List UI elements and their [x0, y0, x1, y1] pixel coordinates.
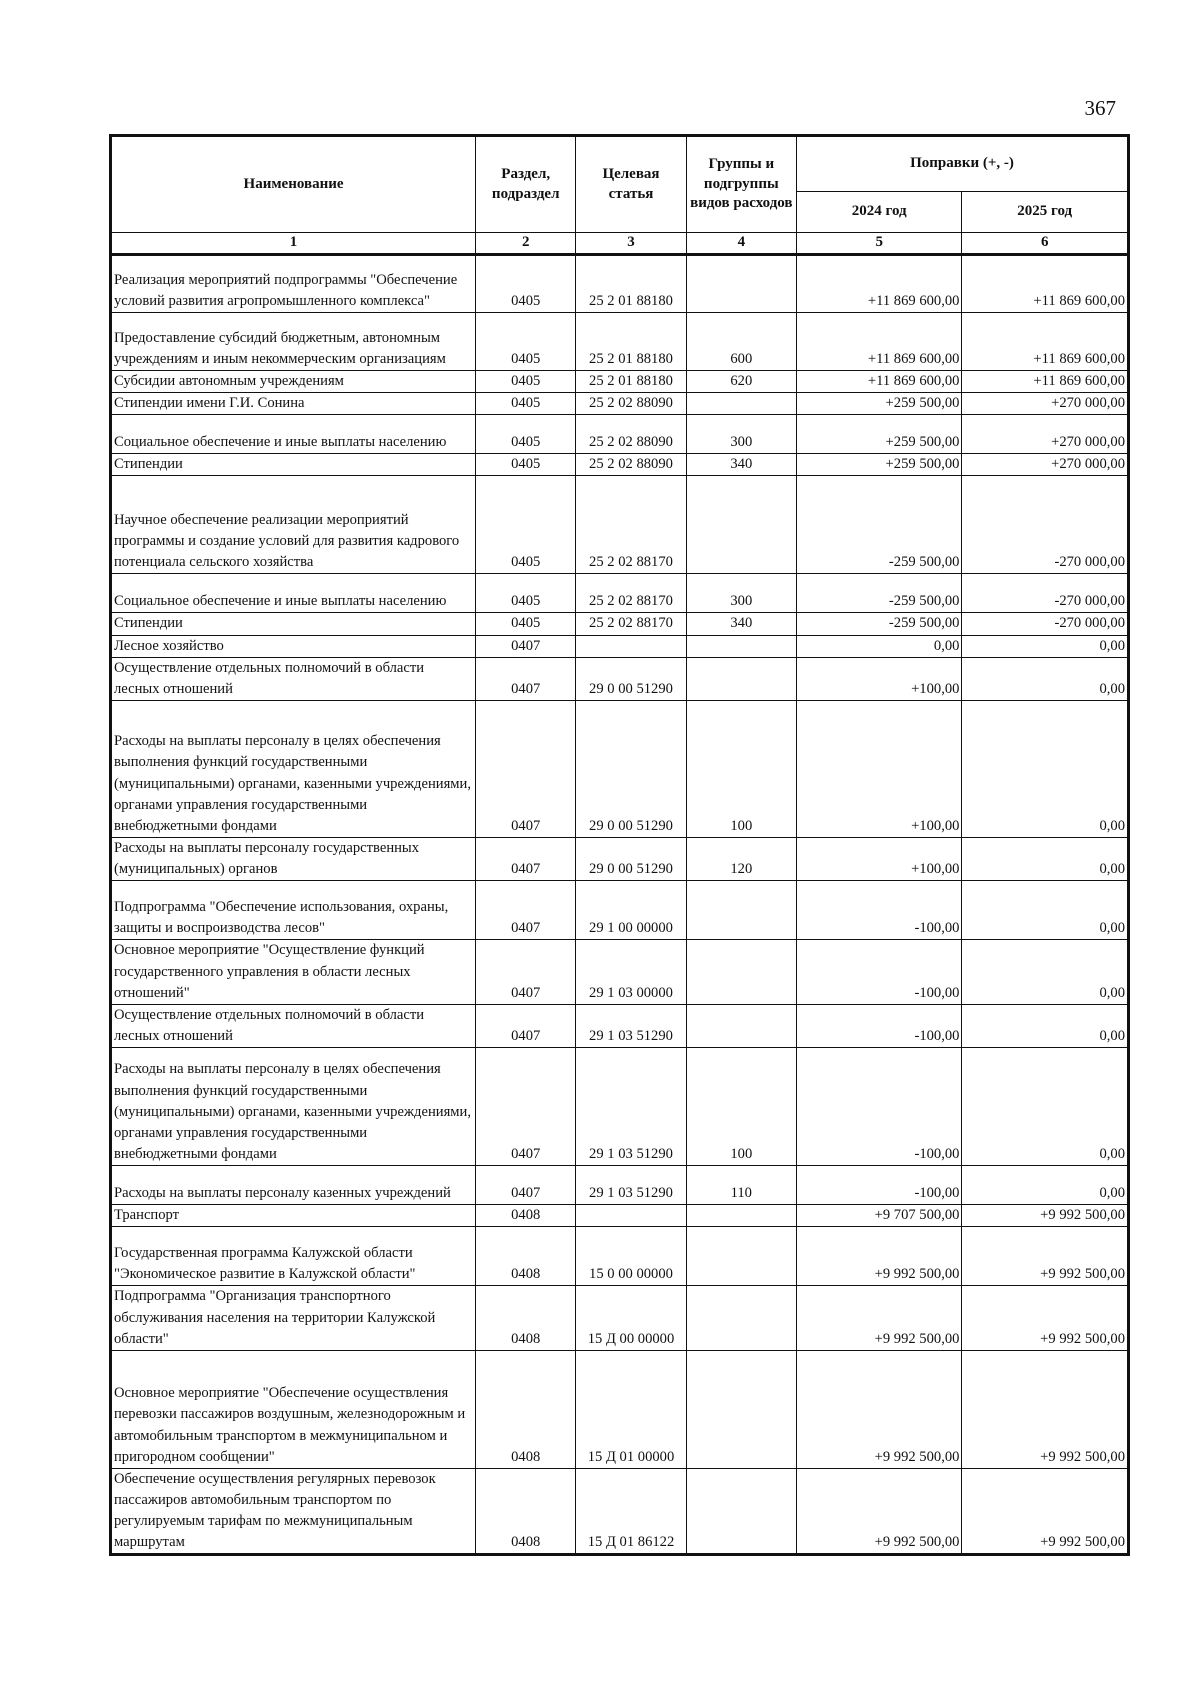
- group-cell: [686, 476, 796, 574]
- header-year-2025: 2025 год: [962, 192, 1129, 233]
- name-cell: Расходы на выплаты персоналу в целях обеспечения выполнения функций государственными (муниципальными) органами, казенными учреждениями, органами управления государственными внебюджетными фондами: [111, 701, 476, 838]
- amount-2024-cell: -100,00: [796, 1048, 961, 1166]
- amount-2024-cell: +9 992 500,00: [796, 1227, 961, 1286]
- target-cell: 29 1 03 00000: [576, 940, 686, 1004]
- amount-2024-cell: -100,00: [796, 1004, 961, 1047]
- section-cell: 0407: [476, 940, 576, 1004]
- table-row: [111, 574, 1129, 613]
- group-cell: 340: [686, 613, 796, 635]
- table-row: [111, 657, 1129, 700]
- name-cell: Подпрограмма "Обеспечение использования, охраны, защиты и воспроизводства лесов": [111, 881, 476, 940]
- group-cell: [686, 393, 796, 415]
- group-cell: [686, 255, 796, 313]
- section-cell: 0407: [476, 1004, 576, 1047]
- name-cell: Осуществление отдельных полномочий в области лесных отношений: [111, 657, 476, 700]
- table-row: [111, 415, 1129, 454]
- target-cell: 25 2 01 88180: [576, 371, 686, 393]
- group-cell: 120: [686, 838, 796, 881]
- amount-2025-cell: -270 000,00: [962, 574, 1129, 613]
- target-cell: 29 1 03 51290: [576, 1004, 686, 1047]
- header-section: Раздел, подраздел: [476, 136, 576, 233]
- amount-2024-cell: +259 500,00: [796, 415, 961, 454]
- amount-2025-cell: 0,00: [962, 881, 1129, 940]
- table-row: [111, 313, 1129, 371]
- amount-2024-cell: -259 500,00: [796, 476, 961, 574]
- target-cell: 29 1 03 51290: [576, 1166, 686, 1205]
- target-cell: 25 2 02 88090: [576, 393, 686, 415]
- name-cell: Основное мероприятие "Обеспечение осуществления перевозки пассажиров воздушным, железнодорожным и автомобильным транспортом в межмуниципальном и пригородном сообщении": [111, 1350, 476, 1468]
- target-cell: 25 2 02 88090: [576, 415, 686, 454]
- target-cell: 25 2 02 88090: [576, 454, 686, 476]
- name-cell: Стипендии: [111, 613, 476, 635]
- group-cell: 100: [686, 701, 796, 838]
- target-cell: 29 1 03 51290: [576, 1048, 686, 1166]
- table-row: [111, 393, 1129, 415]
- group-cell: 100: [686, 1048, 796, 1166]
- amount-2025-cell: -270 000,00: [962, 613, 1129, 635]
- table-row: [111, 371, 1129, 393]
- group-cell: [686, 1468, 796, 1555]
- table-row: [111, 838, 1129, 881]
- table-row: [111, 1286, 1129, 1350]
- section-cell: 0405: [476, 476, 576, 574]
- target-cell: 25 2 02 88170: [576, 613, 686, 635]
- column-number: 3: [576, 233, 686, 255]
- target-cell: 15 Д 01 00000: [576, 1350, 686, 1468]
- name-cell: Стипендии: [111, 454, 476, 476]
- target-cell: 25 2 01 88180: [576, 313, 686, 371]
- amount-2024-cell: -259 500,00: [796, 613, 961, 635]
- group-cell: [686, 1004, 796, 1047]
- section-cell: 0405: [476, 313, 576, 371]
- target-cell: [576, 1205, 686, 1227]
- table-row: [111, 255, 1129, 313]
- header-year-2024: 2024 год: [796, 192, 961, 233]
- section-cell: 0405: [476, 393, 576, 415]
- section-cell: 0408: [476, 1227, 576, 1286]
- group-cell: 340: [686, 454, 796, 476]
- target-cell: 15 Д 00 00000: [576, 1286, 686, 1350]
- column-number: 2: [476, 233, 576, 255]
- name-cell: Лесное хозяйство: [111, 635, 476, 657]
- name-cell: Транспорт: [111, 1205, 476, 1227]
- amount-2024-cell: +100,00: [796, 838, 961, 881]
- amount-2024-cell: +11 869 600,00: [796, 255, 961, 313]
- section-cell: 0407: [476, 701, 576, 838]
- target-cell: 25 2 02 88170: [576, 574, 686, 613]
- group-cell: [686, 881, 796, 940]
- section-cell: 0408: [476, 1350, 576, 1468]
- amount-2025-cell: +9 992 500,00: [962, 1468, 1129, 1555]
- amount-2025-cell: -270 000,00: [962, 476, 1129, 574]
- name-cell: Расходы на выплаты персоналу в целях обеспечения выполнения функций государственными (муниципальными) органами, казенными учреждениями, органами управления государственными внебюджетными фондами: [111, 1048, 476, 1166]
- target-cell: [576, 635, 686, 657]
- column-number: 5: [796, 233, 961, 255]
- target-cell: 15 Д 01 86122: [576, 1468, 686, 1555]
- amount-2025-cell: +9 992 500,00: [962, 1350, 1129, 1468]
- group-cell: [686, 1350, 796, 1468]
- table-row: [111, 1350, 1129, 1468]
- target-cell: 29 0 00 51290: [576, 701, 686, 838]
- target-cell: 25 2 01 88180: [576, 255, 686, 313]
- name-cell: Осуществление отдельных полномочий в области лесных отношений: [111, 1004, 476, 1047]
- table-row: [111, 1468, 1129, 1555]
- name-cell: Обеспечение осуществления регулярных перевозок пассажиров автомобильным транспортом по регулируемым тарифам по межмуниципальным маршрутам: [111, 1468, 476, 1555]
- table-row: [111, 1004, 1129, 1047]
- name-cell: Расходы на выплаты персоналу казенных учреждений: [111, 1166, 476, 1205]
- budget-amendments-table: [109, 134, 1130, 1556]
- name-cell: Государственная программа Калужской области "Экономическое развитие в Калужской области": [111, 1227, 476, 1286]
- group-cell: [686, 1205, 796, 1227]
- target-cell: 29 0 00 51290: [576, 838, 686, 881]
- amount-2024-cell: +9 992 500,00: [796, 1286, 961, 1350]
- target-cell: 29 0 00 51290: [576, 657, 686, 700]
- amount-2024-cell: +100,00: [796, 701, 961, 838]
- table-row: [111, 701, 1129, 838]
- table-row: [111, 635, 1129, 657]
- table-row: [111, 476, 1129, 574]
- amount-2025-cell: +270 000,00: [962, 454, 1129, 476]
- amount-2025-cell: +11 869 600,00: [962, 255, 1129, 313]
- target-cell: 15 0 00 00000: [576, 1227, 686, 1286]
- amount-2024-cell: 0,00: [796, 635, 961, 657]
- name-cell: Социальное обеспечение и иные выплаты населению: [111, 574, 476, 613]
- group-cell: [686, 657, 796, 700]
- group-cell: [686, 1286, 796, 1350]
- amount-2025-cell: 0,00: [962, 1004, 1129, 1047]
- amount-2024-cell: +259 500,00: [796, 454, 961, 476]
- amount-2025-cell: +270 000,00: [962, 393, 1129, 415]
- amount-2024-cell: +11 869 600,00: [796, 371, 961, 393]
- column-number: 1: [111, 233, 476, 255]
- header-groups: Группы и подгруппы видов расходов: [686, 136, 796, 233]
- section-cell: 0408: [476, 1286, 576, 1350]
- amount-2024-cell: -100,00: [796, 940, 961, 1004]
- section-cell: 0407: [476, 1048, 576, 1166]
- table-row: [111, 1205, 1129, 1227]
- name-cell: Предоставление субсидий бюджетным, автономным учреждениям и иным некоммерческим организациям: [111, 313, 476, 371]
- amount-2024-cell: +9 707 500,00: [796, 1205, 961, 1227]
- header-target: Целевая статья: [576, 136, 686, 233]
- section-cell: 0407: [476, 635, 576, 657]
- amount-2025-cell: +11 869 600,00: [962, 371, 1129, 393]
- column-number: 4: [686, 233, 796, 255]
- page-number: 367: [1084, 96, 1116, 120]
- name-cell: Стипендии имени Г.И. Сонина: [111, 393, 476, 415]
- amount-2024-cell: +9 992 500,00: [796, 1468, 961, 1555]
- amount-2024-cell: +100,00: [796, 657, 961, 700]
- table-row: [111, 1048, 1129, 1166]
- header-amendments: Поправки (+, -): [796, 136, 1128, 192]
- target-cell: 25 2 02 88170: [576, 476, 686, 574]
- table-row: [111, 940, 1129, 1004]
- group-cell: [686, 1227, 796, 1286]
- amount-2025-cell: +11 869 600,00: [962, 313, 1129, 371]
- name-cell: Расходы на выплаты персоналу государственных (муниципальных) органов: [111, 838, 476, 881]
- amount-2025-cell: 0,00: [962, 657, 1129, 700]
- section-cell: 0407: [476, 881, 576, 940]
- section-cell: 0405: [476, 371, 576, 393]
- group-cell: [686, 940, 796, 1004]
- amount-2025-cell: +9 992 500,00: [962, 1205, 1129, 1227]
- section-cell: 0408: [476, 1205, 576, 1227]
- group-cell: [686, 635, 796, 657]
- section-cell: 0405: [476, 454, 576, 476]
- name-cell: Реализация мероприятий подпрограммы "Обеспечение условий развития агропромышленного комплекса": [111, 255, 476, 313]
- group-cell: 620: [686, 371, 796, 393]
- group-cell: 300: [686, 574, 796, 613]
- amount-2025-cell: +9 992 500,00: [962, 1227, 1129, 1286]
- amount-2024-cell: +259 500,00: [796, 393, 961, 415]
- name-cell: Подпрограмма "Организация транспортного обслуживания населения на территории Калужской области": [111, 1286, 476, 1350]
- table-row: [111, 881, 1129, 940]
- name-cell: Субсидии автономным учреждениям: [111, 371, 476, 393]
- amount-2025-cell: 0,00: [962, 1166, 1129, 1205]
- target-cell: 29 1 00 00000: [576, 881, 686, 940]
- name-cell: Социальное обеспечение и иные выплаты населению: [111, 415, 476, 454]
- amount-2024-cell: +9 992 500,00: [796, 1350, 961, 1468]
- amount-2025-cell: 0,00: [962, 838, 1129, 881]
- column-number: 6: [962, 233, 1129, 255]
- header-name: Наименование: [111, 136, 476, 233]
- section-cell: 0407: [476, 838, 576, 881]
- amount-2024-cell: -100,00: [796, 881, 961, 940]
- amount-2025-cell: +9 992 500,00: [962, 1286, 1129, 1350]
- section-cell: 0405: [476, 415, 576, 454]
- table-row: [111, 1166, 1129, 1205]
- amount-2024-cell: -259 500,00: [796, 574, 961, 613]
- name-cell: Научное обеспечение реализации мероприятий программы и создание условий для развития кадрового потенциала сельского хозяйства: [111, 476, 476, 574]
- group-cell: 600: [686, 313, 796, 371]
- table-row: [111, 454, 1129, 476]
- section-cell: 0405: [476, 574, 576, 613]
- amount-2025-cell: 0,00: [962, 940, 1129, 1004]
- amount-2025-cell: 0,00: [962, 1048, 1129, 1166]
- amount-2025-cell: 0,00: [962, 635, 1129, 657]
- amount-2024-cell: -100,00: [796, 1166, 961, 1205]
- amount-2025-cell: +270 000,00: [962, 415, 1129, 454]
- section-cell: 0407: [476, 1166, 576, 1205]
- name-cell: Основное мероприятие "Осуществление функций государственного управления в области лесных отношений": [111, 940, 476, 1004]
- section-cell: 0405: [476, 255, 576, 313]
- group-cell: 110: [686, 1166, 796, 1205]
- amount-2025-cell: 0,00: [962, 701, 1129, 838]
- section-cell: 0408: [476, 1468, 576, 1555]
- section-cell: 0405: [476, 613, 576, 635]
- table-row: [111, 613, 1129, 635]
- amount-2024-cell: +11 869 600,00: [796, 313, 961, 371]
- group-cell: 300: [686, 415, 796, 454]
- table-row: [111, 1227, 1129, 1286]
- section-cell: 0407: [476, 657, 576, 700]
